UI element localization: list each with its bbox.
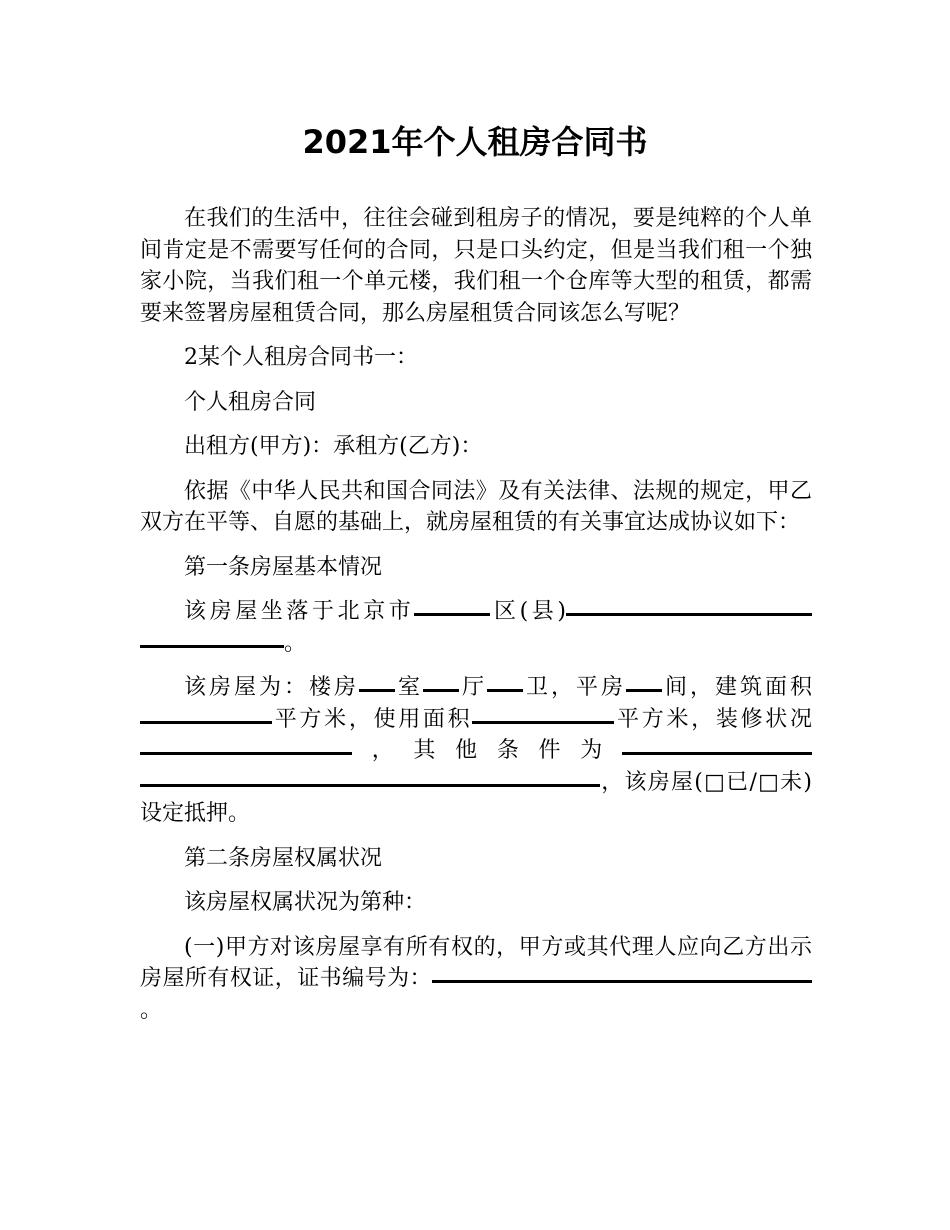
article-2-title: 第二条房屋权属状况 <box>184 845 383 871</box>
house-text-4: 卫，平房 <box>522 675 626 700</box>
document-body <box>140 203 812 1039</box>
house-text-8: ，其他条件为 <box>352 738 622 763</box>
house-text-9: ，该房屋(□已/□未)设定抵押。 <box>140 769 812 826</box>
article-1-title: 第一条房屋基本情况 <box>184 554 383 580</box>
house-text-3: 厅 <box>458 675 487 700</box>
bungalow-rooms-blank <box>626 689 662 692</box>
usable-area-blank <box>472 721 614 724</box>
basis-paragraph: 依据《中华人民共和国合同法》及有关法律、法规的规定，甲乙双方在平等、自愿的基础上，就房屋租赁的有关事宜达成协议如下： <box>140 478 812 535</box>
ownership-first-text-2: 。 <box>140 997 163 1023</box>
ownership-first-paragraph <box>140 932 812 1027</box>
decoration-blank <box>140 752 352 755</box>
building-area-blank <box>140 721 272 724</box>
house-text-5: 间，建筑面积 <box>661 675 812 700</box>
district-blank <box>414 613 490 616</box>
ownership-kind-line: 该房屋权属状况为第种： <box>184 890 427 915</box>
other-conditions-blank <box>622 752 812 755</box>
intro-paragraph: 在我们的生活中，往往会碰到租房子的情况，要是纯粹的个人单间肯定是不需要写任何的合同，只是口头约定，但是当我们租一个独家小院，当我们租一个单元楼，我们租一个仓库等大型的租赁，都需要来签署房屋租赁合同，那么房屋租赁合同该怎么写呢？ <box>140 206 812 326</box>
halls-blank <box>423 689 459 692</box>
house-text-2: 室 <box>394 675 423 700</box>
location-paragraph <box>140 596 812 659</box>
address-blank <box>566 613 812 616</box>
contract-title: 个人租房合同 <box>184 389 317 415</box>
house-text-1: 该房屋为：楼房 <box>184 675 359 700</box>
other-conditions-blank-continued <box>140 784 600 787</box>
certificate-number-blank-continued <box>694 980 812 983</box>
address-blank-continued <box>140 645 284 648</box>
ownership-first-text-1: (一)甲方对该房屋享有所有权的，甲方或其代理人应向乙方出示房屋所有权证，证书编号为： <box>140 934 812 991</box>
bathrooms-blank <box>487 689 523 692</box>
document-title: 2021年个人租房合同书 <box>302 123 648 161</box>
house-text-6: 平方米，使用面积 <box>272 706 473 732</box>
house-text-7: 平方米，装修状况 <box>614 706 812 732</box>
location-text-2: 区(县) <box>490 599 566 624</box>
house-paragraph <box>140 672 812 830</box>
sample-heading: 2某个人租房合同书一： <box>184 345 418 370</box>
parties-line: 出租方(甲方)：承租方(乙方)： <box>184 434 483 459</box>
certificate-number-blank <box>432 980 694 983</box>
location-text-3: 。 <box>284 630 307 656</box>
rooms-blank <box>359 689 395 692</box>
location-text-1: 该房屋坐落于北京市 <box>184 599 415 624</box>
